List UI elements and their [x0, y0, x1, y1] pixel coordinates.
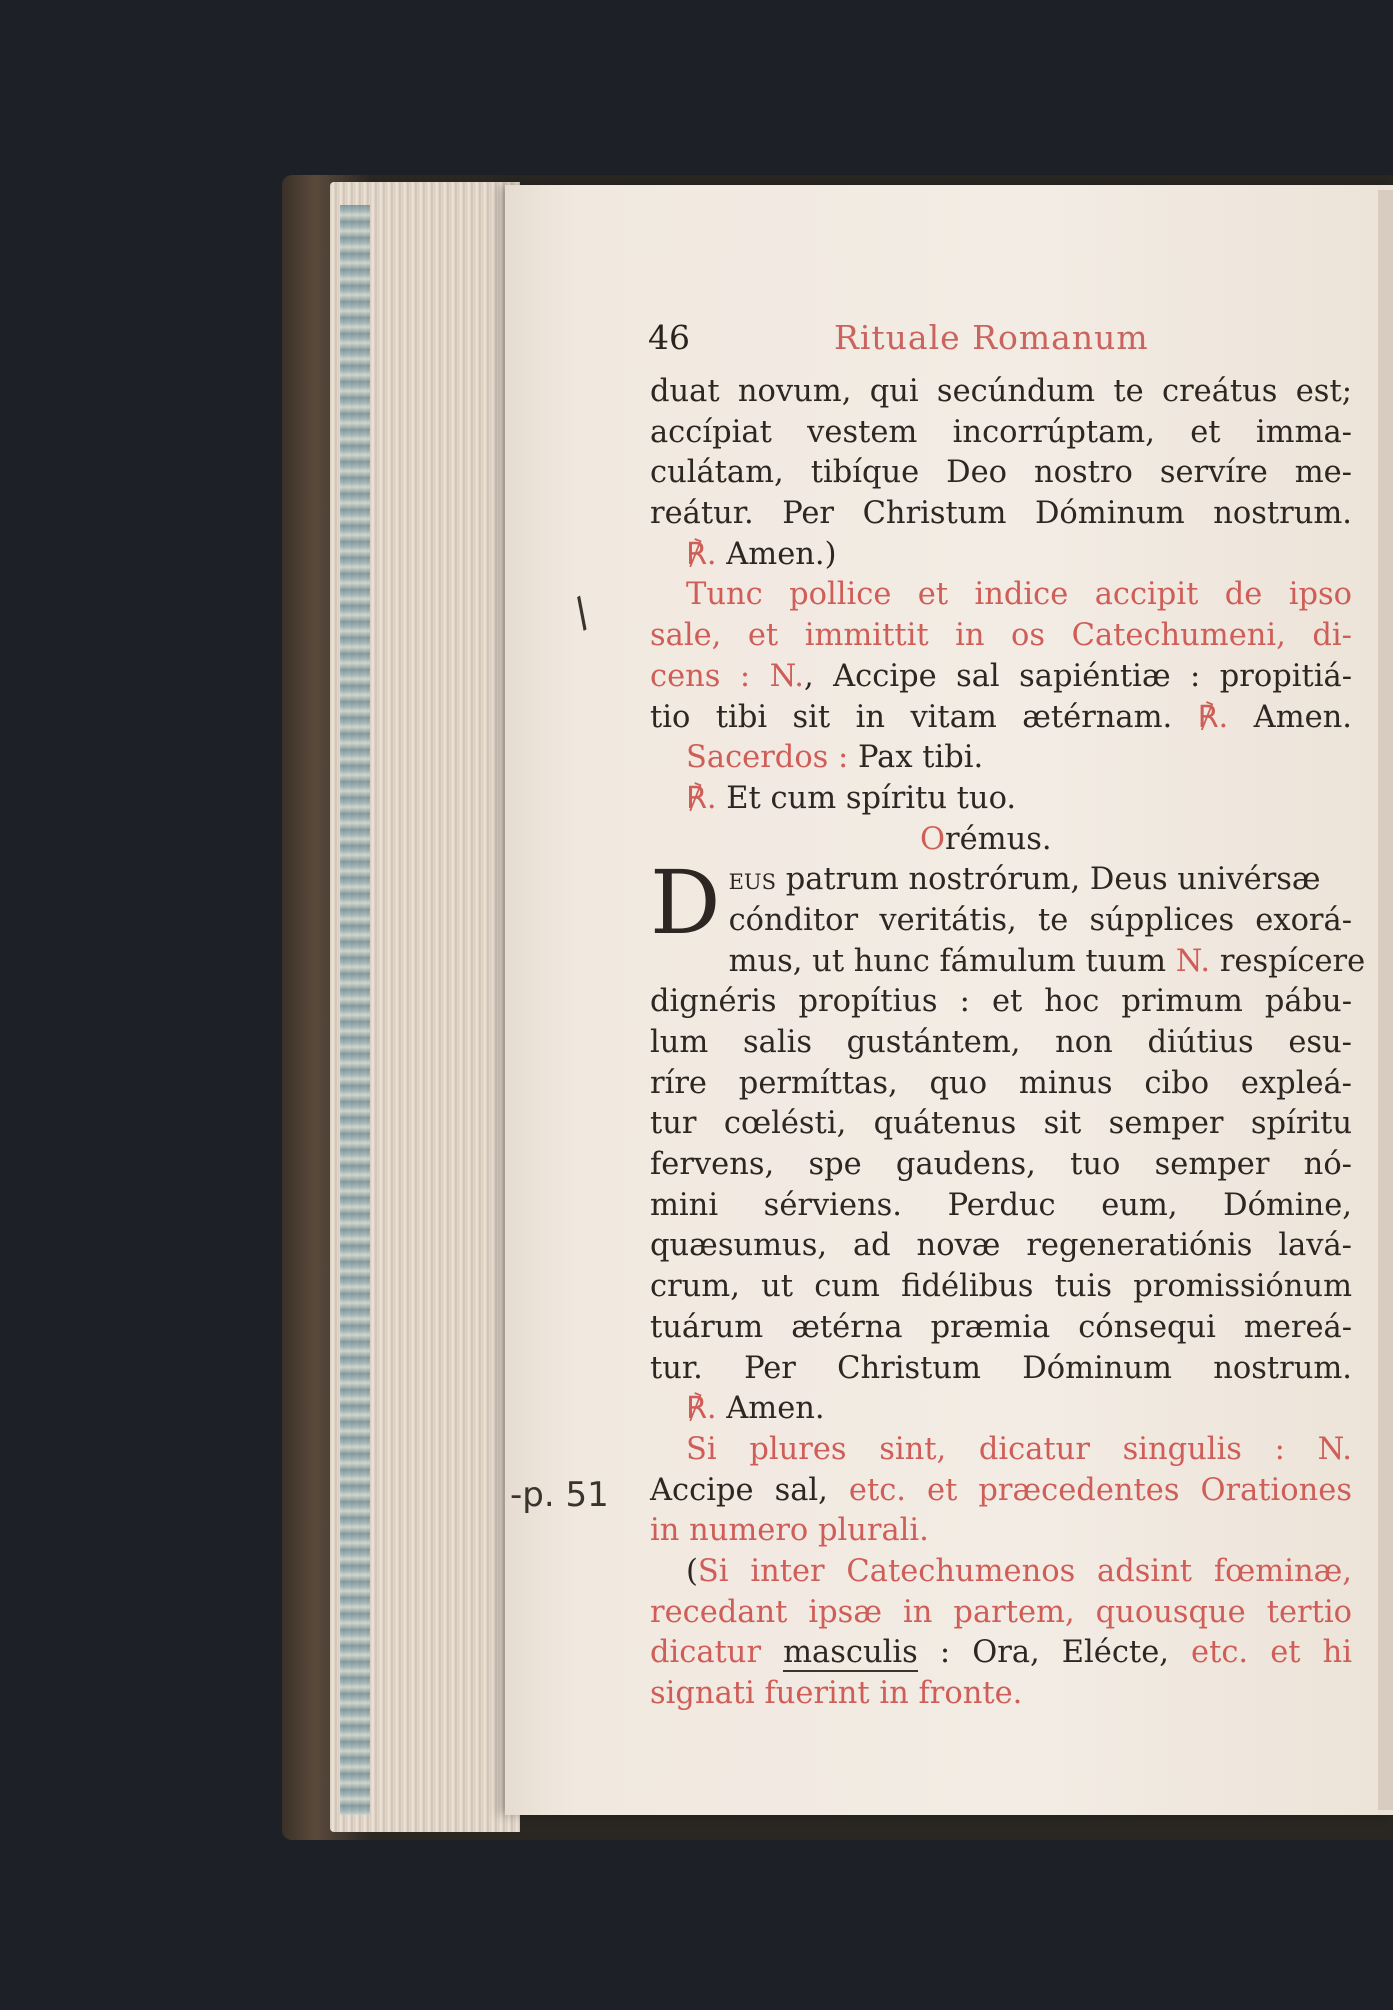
rubric-text: signati fuerint in fronte. [650, 1676, 1023, 1711]
text-line [650, 657, 1352, 698]
text-line [650, 1471, 1352, 1512]
text-line [650, 1674, 1352, 1715]
marbled-edge [340, 205, 370, 1815]
text-line [650, 1511, 1352, 1552]
body-text: , Accipe sal sapiéntiæ : propitiá- [804, 658, 1352, 694]
body-text: Amen.) [716, 536, 837, 572]
text-line [650, 413, 1352, 454]
rubric-text: ℟. [686, 780, 717, 816]
right-page-edge [1378, 190, 1393, 1810]
rubric-text: ℟. [1197, 699, 1229, 735]
first-word-rest: eus [728, 862, 776, 898]
rubric-text: dicatur [650, 1635, 784, 1671]
prayer-line [650, 1349, 1352, 1390]
running-title: Rituale Romanum [834, 318, 1149, 357]
text-line [650, 738, 1352, 779]
drop-cap: D [650, 851, 721, 955]
rubric-text: in numero plurali. [650, 1513, 929, 1549]
prayer-line-text: tuárum ætérna præmia cónsequi mereá- [650, 1309, 1352, 1345]
prayer-line [650, 1186, 1352, 1227]
prayer-line-text: quæsumus, ad novæ regeneratiónis lavá- [650, 1228, 1352, 1264]
body-text: ( [686, 1553, 698, 1589]
body-text: masculis [783, 1635, 918, 1671]
body-text: duat novum, qui secúndum te creátus est; [650, 374, 1352, 409]
prayer-line-text: patrum nostrórum, Deus univérsæ [785, 862, 1321, 898]
prayer-line [650, 982, 1352, 1023]
prayer-line-text: ríre permíttas, quo minus cibo expleá- [650, 1065, 1352, 1101]
page-number: 46 [648, 318, 690, 357]
text-line [650, 575, 1352, 616]
body-text: accípiat vestem incorrúptam, et imma- [650, 414, 1352, 450]
body-text: Pax tibi. [848, 740, 984, 776]
page-text [650, 372, 1366, 1715]
rubric-text: etc. et præcedentes Orationes [848, 1472, 1352, 1508]
text-line [650, 535, 1352, 576]
body-text: Et cum spíritu tuo. [716, 780, 1017, 816]
pencil-page-ref: -p. 51 [510, 1475, 609, 1515]
prayer-line [650, 1145, 1352, 1186]
text-line [650, 1552, 1352, 1593]
prayer-line [650, 1308, 1352, 1349]
body-text: culátam, tibíque Deo nostro servíre me- [650, 455, 1352, 491]
rubric-text: O [920, 821, 946, 857]
rubric-text: Si plures sint, dicatur singulis : N. [686, 1431, 1352, 1467]
body-text: tio tibi sit in vitam ætérnam. [650, 699, 1198, 735]
prayer-line [650, 901, 1352, 942]
prayer-line [650, 1226, 1352, 1267]
rubric-text: Sacerdos : [686, 740, 849, 776]
prayer-line [650, 942, 1366, 983]
prayer-line-text: respícere [1210, 943, 1366, 979]
text-line [650, 779, 1352, 820]
text-line [650, 1633, 1352, 1674]
prayer-rest [650, 982, 1352, 1389]
text-line [650, 1430, 1352, 1471]
rubric-text: etc. et hi [1191, 1635, 1352, 1671]
body-text: Accipe sal, [650, 1472, 849, 1508]
prayer-block [650, 851, 1366, 1389]
prayer-line [650, 1104, 1352, 1145]
text-line [650, 616, 1352, 657]
text-line [650, 1593, 1352, 1634]
prayer-line-text: cónditor veritátis, te súpplices exorá- [728, 902, 1352, 938]
rubric-section [650, 372, 1352, 860]
text-line [650, 494, 1352, 535]
prayer-line-text: lum salis gustántem, non diútius esu- [650, 1025, 1352, 1060]
text-line [650, 698, 1352, 739]
rubric-text: ℟. [686, 536, 717, 572]
body-text: Amen. [1228, 699, 1353, 735]
prayer-line [650, 1064, 1352, 1105]
rubric-text: ℟. [686, 1391, 717, 1427]
rubric-text: recedant ipsæ in partem, quousque tertio [650, 1594, 1352, 1630]
body-text: rémus. [945, 821, 1052, 857]
text-line [650, 1389, 1352, 1430]
prayer-line-text: fervens, spe gaudens, tuo semper nó- [650, 1147, 1352, 1183]
prayer-line-text: tur. Per Christum Dóminum nostrum. [650, 1350, 1352, 1386]
prayer-line-text: dignéris propítius : et hoc primum pábu- [650, 984, 1352, 1020]
prayer-line [650, 1023, 1352, 1064]
rubric-text: Tunc pollice et indice accipit de ipso [686, 577, 1352, 613]
body-text: Amen. [716, 1391, 825, 1427]
prayer-line-text: crum, ut cum fidélibus tuis promissiónum [650, 1269, 1352, 1305]
rubric-text: sale, et immittit in os Catechumeni, di- [650, 618, 1352, 654]
text-line [650, 453, 1352, 494]
closing-rubrics [650, 1389, 1352, 1715]
rubric-text: cens : N. [650, 658, 805, 694]
text-line [650, 820, 1352, 861]
running-header [648, 318, 1388, 368]
prayer-line-text: mini sérviens. Perduc eum, Dómine, [650, 1187, 1352, 1223]
pencil-mark: / [564, 589, 599, 637]
prayer-line-text: tur cœlésti, quátenus sit semper spíritu [650, 1106, 1352, 1142]
text-line [650, 372, 1352, 413]
name-placeholder: N. [1175, 943, 1211, 979]
body-text: reátur. Per Christum Dóminum nostrum. [650, 496, 1352, 532]
body-text: : Ora, Elécte, [917, 1635, 1192, 1671]
rubric-text: Si inter Catechumenos adsint fœminæ, [697, 1553, 1352, 1589]
prayer-line-text: mus, ut hunc fámulum tuum [728, 943, 1176, 979]
prayer-line [650, 1267, 1352, 1308]
